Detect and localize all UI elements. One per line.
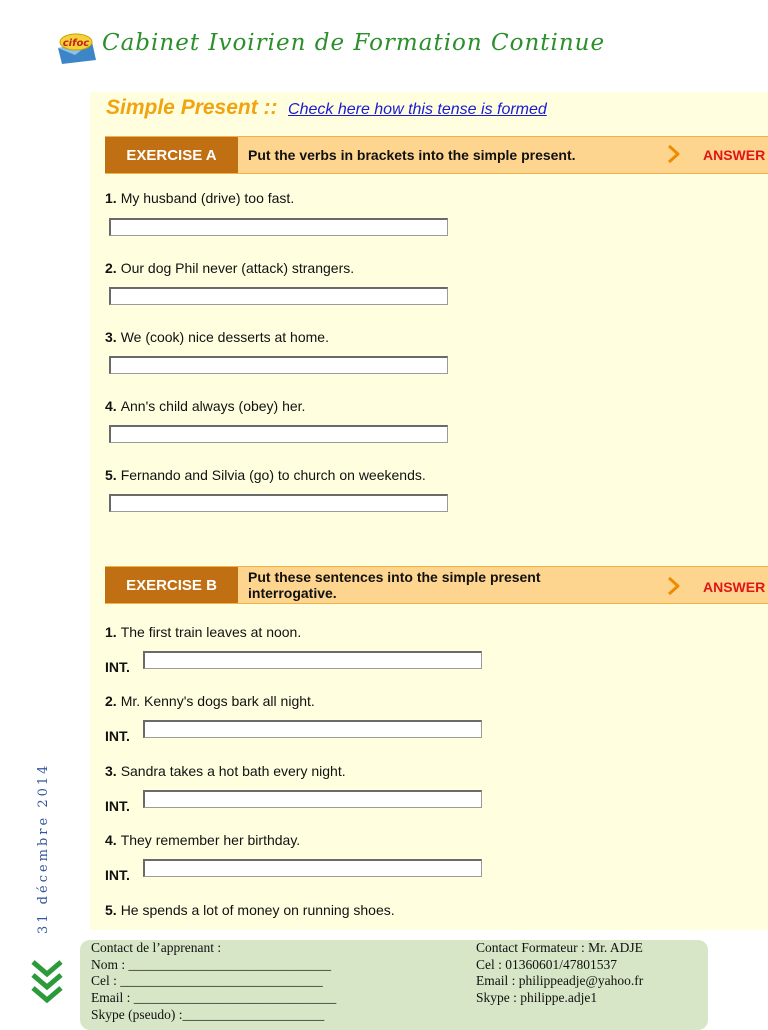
question-b-3: 3. Sandra takes a hot bath every night.: [105, 763, 346, 779]
question-b-1: 1. The first train leaves at noon.: [105, 624, 302, 640]
learner-contact-title: Contact de l’apprenant :: [91, 940, 222, 955]
chevron-right-icon[interactable]: [663, 575, 685, 597]
question-b-4: 4. They remember her birthday.: [105, 832, 301, 848]
page-header: [0, 0, 768, 80]
exercise-a-instruction: Put the verbs in brackets into the simple present.: [248, 147, 576, 163]
answer-input-b-1[interactable]: [143, 651, 482, 669]
chevron-down-icon: [30, 958, 64, 1004]
answer-input-a-2[interactable]: [109, 287, 448, 305]
answer-input-a-5[interactable]: [109, 494, 448, 512]
exercise-a-label: EXERCISE A: [105, 137, 238, 173]
exercise-a-bar: [105, 136, 768, 174]
answer-input-a-4[interactable]: [109, 425, 448, 443]
answer-input-b-4[interactable]: [143, 859, 482, 877]
chevron-right-icon[interactable]: [663, 143, 685, 165]
int-label: INT.: [105, 659, 130, 675]
exercise-a-answer-link[interactable]: ANSWER: [703, 147, 766, 163]
learner-email-field: Email : ______________________________: [91, 990, 337, 1005]
int-label: INT.: [105, 867, 130, 883]
question-a-5: 5. Fernando and Silvia (go) to church on weekends.: [105, 467, 426, 483]
trainer-phone: Cel : 01360601/47801537: [476, 957, 617, 972]
tense-title: Simple Present ::: [106, 96, 278, 119]
contact-footer: [80, 940, 708, 1030]
trainer-contact-title: Contact Formateur : Mr. ADJE: [476, 940, 643, 955]
question-a-1: 1. My husband (drive) too fast.: [105, 190, 295, 206]
exercise-b-answer-link[interactable]: ANSWER: [703, 579, 766, 595]
learner-phone-field: Cel : ______________________________: [91, 973, 323, 988]
organization-title: Cabinet Ivoirien de Formation Continue: [102, 30, 606, 56]
learner-name-field: Nom : ______________________________: [91, 957, 332, 972]
svg-text:cifoc: cifoc: [62, 38, 90, 49]
panel-title: [106, 96, 547, 120]
question-b-2: 2. Mr. Kenny's dogs bark all night.: [105, 693, 315, 709]
answer-input-a-3[interactable]: [109, 356, 448, 374]
cifoc-logo: [52, 30, 98, 66]
learner-skype-field: Skype (pseudo) :_____________________: [91, 1007, 325, 1022]
question-a-4: 4. Ann's child always (obey) her.: [105, 398, 306, 414]
exercise-panel: [90, 92, 768, 930]
exercise-b-label: EXERCISE B: [105, 567, 238, 603]
exercise-b-bar: [105, 566, 768, 604]
int-label: INT.: [105, 728, 130, 744]
answer-input-b-3[interactable]: [143, 790, 482, 808]
answer-input-a-1[interactable]: [109, 218, 448, 236]
answer-input-b-2[interactable]: [143, 720, 482, 738]
question-a-3: 3. We (cook) nice desserts at home.: [105, 329, 329, 345]
exercise-b-instruction: Put these sentences into the simple present interrogative.: [248, 569, 541, 601]
trainer-skype: Skype : philippe.adje1: [476, 990, 598, 1005]
side-date: 31 décembre 2014: [36, 762, 51, 934]
trainer-email: Email : philippeadje@yahoo.fr: [476, 973, 644, 988]
int-label: INT.: [105, 798, 130, 814]
question-a-2: 2. Our dog Phil never (attack) strangers.: [105, 260, 355, 276]
tense-formation-link[interactable]: Check here how this tense is formed: [288, 101, 547, 118]
question-b-5: 5. He spends a lot of money on running shoes.: [105, 902, 395, 918]
